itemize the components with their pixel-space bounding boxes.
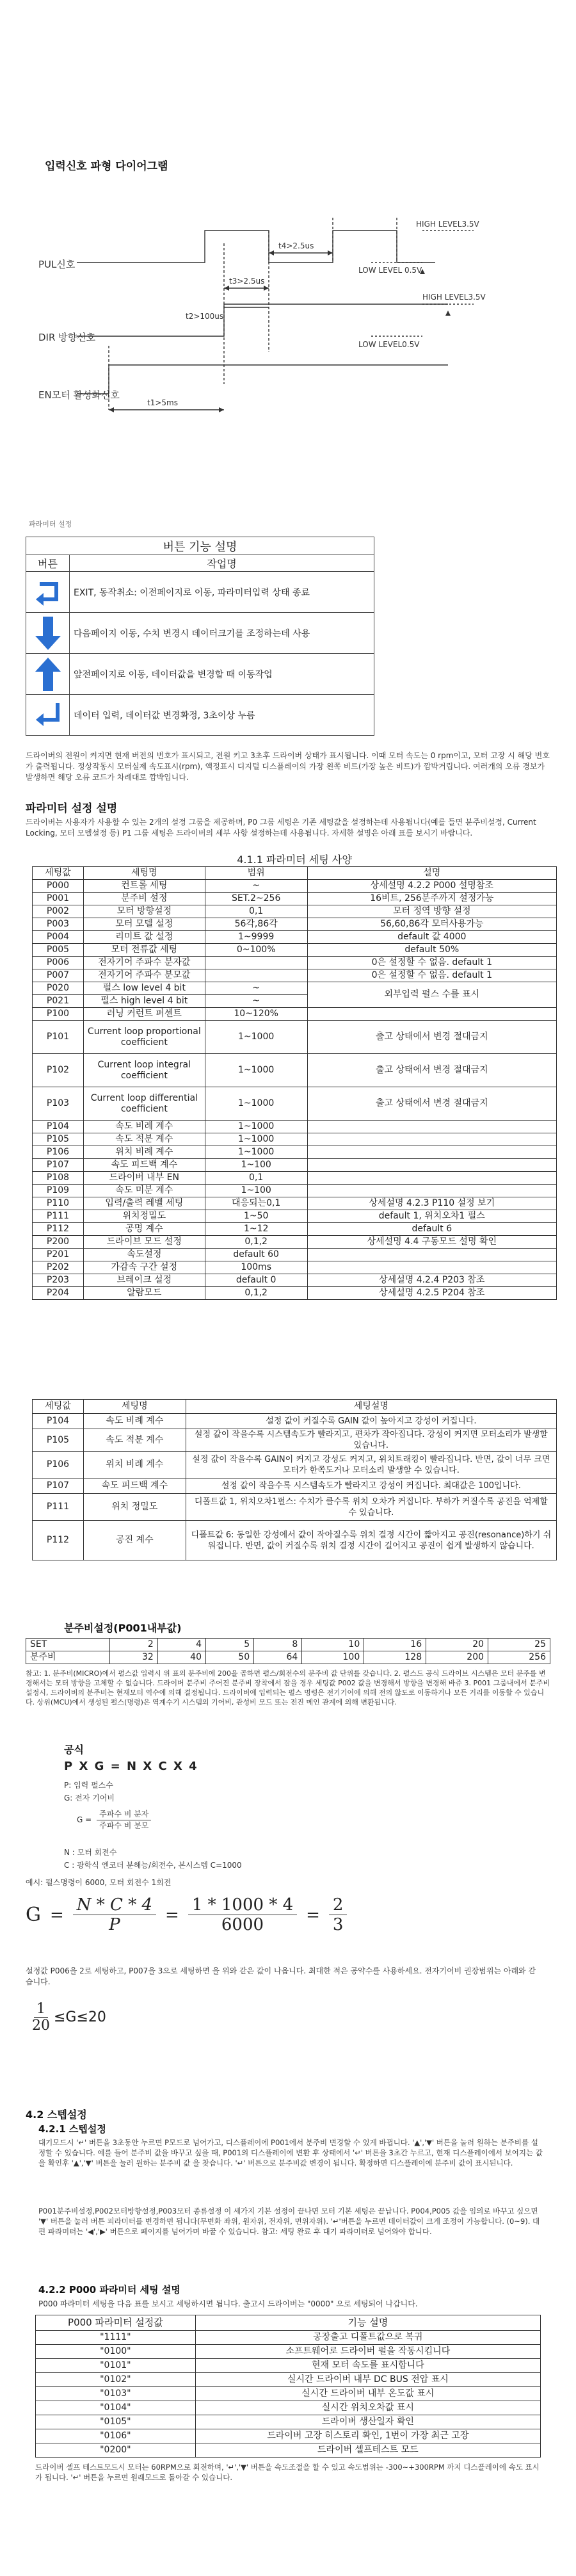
t4-label: t4>2.5us	[278, 241, 314, 250]
param-row	[33, 1121, 557, 1133]
button-col-header: 버튼	[26, 555, 70, 572]
tuning-row	[33, 1414, 557, 1429]
button-section-note: 드라이버의 전원이 켜지면 현재 버전의 번호가 표시되고, 전원 키고 3초후 드라이버 상태가 표시됩니다. 이때 모터 속도는 0 rpm이고, 모터 고장 시 해당 번호가 출력됩니다. 정상작동시 모터실제 속도표시(rpm), 액정표시 디지털 디스플레이의 가장 왼쪽 비트(가장 높은 비트)가 깜박거립니다. 여러개의 오류 경보가 발생하면 해당 오류 코드가 차례대로 깜박입니다.	[26, 751, 550, 782]
div-value: 40	[157, 1651, 205, 1664]
formula-example: 예시: 펄스명령이 6000, 모터 회전수 1회전	[26, 1878, 172, 1887]
param-code: P108	[33, 1172, 84, 1185]
g-denominator: 주파수 비 분모	[99, 1821, 149, 1830]
en-label: EN모터 활성화신호	[38, 389, 120, 401]
param-name: 속도 피드백 계수	[83, 1159, 205, 1172]
formula-label: 공식	[64, 1744, 84, 1756]
set-label: SET	[26, 1639, 110, 1651]
param-row	[33, 1172, 557, 1185]
section421-para1: 대기모드시 '↵' 버튼을 3초동안 누르면 P모드로 넘어가고, 디스플레이에 P001에서 분주비 변경할 수 있게 바뀝니다. '▲','▼' 버튼을 눌러 원하는 분주비를 설정할 수 있습니다. 예를 들어 분주비 값을 바꾸고 싶을 때, P001의 디스플레이에 변환 후 상태에서 '↵' 버튼을 3초간 누르고, 현재 디스플레이에서 보여지는 값을 확인후 '▲','▼' 버튼을 눌러 원하는 분주비 값 을 찾습니다. '↵' 버튼으로 분주비값 변경이 됩니다. 확정하면 디스플레이에 분주비 값이 표시된니다.	[38, 2138, 543, 2167]
t3-label: t3>2.5us	[229, 277, 265, 286]
div-value: 100	[302, 1651, 364, 1664]
microstep-title: 분주비설정(P001내부값)	[64, 1622, 182, 1634]
back-arrow-icon	[33, 578, 63, 607]
div-label: 분주비	[26, 1651, 110, 1664]
param-range: 56각,86각	[205, 918, 307, 931]
param-range: 1~100	[205, 1159, 307, 1172]
high-level-2: HIGH LEVEL3.5V	[422, 293, 486, 302]
action-col-header: 작업명	[70, 555, 374, 572]
microstep-notes: 참고: 1. 분주비(MICRO)에서 펄스값 입력시 위 표의 분주비에 200을 곱하면 펄스/회전수의 분주비 값 단위를 갖습니다. 2. 펄스드 공식 드라이브 시스템은 모터 분주를 변경해서는 모터 방향을 고체할 수 없습니다. 드라이버 분주비 주어진 분주비 장착에서 잠을 경우 세팅값 P002 값을 변경해서 방향을 변경해 바쥬 3. P001 그룹내에서 분주비 설정시, 드라이버의 분주비는 현재모터 역수에 의해 결정됩니다. 드라이버에 입력되는 펄스 명령은 전기기어에 의해 전의 않도로 이동하거나 모든 거리를 이동할 수 있습니다. 상위(MCU)에서 생성된 펄스(명령)은 역계수기 시스템의 기어비, 관성비 모드 또는 전진 메인 관계에 의해 변환됩니다.	[26, 1669, 550, 1706]
tuning-code: P105	[33, 1429, 84, 1452]
param-row	[33, 969, 557, 982]
tuning-code: P107	[33, 1478, 84, 1494]
waveform-diagram	[38, 192, 486, 435]
param-range: 1~12	[205, 1223, 307, 1236]
param-desc	[307, 1185, 556, 1197]
param-row	[33, 957, 557, 969]
param-desc: 출고 상태에서 변경 절대금지	[307, 1021, 556, 1054]
param-name: 모터 전류값 세팅	[83, 944, 205, 957]
param-range: 1~9999	[205, 931, 307, 944]
set-value: 8	[254, 1639, 302, 1651]
param-code: P101	[33, 1021, 84, 1054]
div-value: 50	[206, 1651, 254, 1664]
param-name: 러닝 커런트 퍼센트	[83, 1008, 205, 1021]
p000-row	[36, 2373, 541, 2387]
param-range: ~	[205, 995, 307, 1008]
param-name: 분주비 설정	[83, 893, 205, 905]
param-range: 1~1000	[205, 1146, 307, 1159]
param-desc: 상세설명 4.2.3 P110 설정 보기	[307, 1197, 556, 1210]
p000-value: "0102"	[36, 2373, 196, 2387]
up-arrow-icon	[33, 660, 63, 689]
p000-value: "0105"	[36, 2415, 196, 2429]
p000-desc: 실시간 드라이버 내부 온도값 표시	[195, 2387, 540, 2401]
set-value: 4	[157, 1639, 205, 1651]
tuning-name: 속도 적분 계수	[83, 1429, 186, 1452]
formula-computation	[26, 1895, 347, 1934]
param-code: P204	[33, 1287, 84, 1300]
section421-title: 4.2.1 스텝설정	[38, 2123, 106, 2135]
param-code: P104	[33, 1121, 84, 1133]
param-row	[33, 1274, 557, 1287]
p000-value: "0100"	[36, 2345, 196, 2359]
formula-eq: =	[306, 1905, 320, 1925]
param-range: default 60	[205, 1249, 307, 1261]
p000-value: "0101"	[36, 2359, 196, 2373]
p000-row	[36, 2387, 541, 2401]
param-row	[33, 880, 557, 893]
tuning-name: 위치 정밀도	[83, 1494, 186, 1521]
param-code: P111	[33, 1210, 84, 1223]
param-desc: 상세설명 4.2.5 P204 참조	[307, 1287, 556, 1300]
param-name: 드라이브 모드 설정	[83, 1236, 205, 1249]
param-table-title: 4.1.1 파라미터 세팅 사양	[237, 854, 352, 866]
formula-eq: =	[49, 1905, 64, 1925]
param-name: 가감속 구간 설정	[83, 1261, 205, 1274]
param-range: default 0	[205, 1274, 307, 1287]
param-range	[205, 969, 307, 982]
param-desc: default 6	[307, 1223, 556, 1236]
tuning-row	[33, 1521, 557, 1560]
param-code: P102	[33, 1054, 84, 1087]
button-table-title: 버튼 기능 설명	[26, 537, 374, 555]
param-desc: 외부입력 펄스 수를 표시	[307, 982, 556, 1008]
tuning-name: 속도 비례 계수	[83, 1414, 186, 1429]
g-eq-label: G =	[77, 1815, 92, 1824]
param-name: 알람모드	[83, 1287, 205, 1300]
param-name: 드라이버 내부 EN	[83, 1172, 205, 1185]
p000-value: "0200"	[36, 2443, 196, 2458]
param-desc: 16비트, 256분주까지 설정가능	[307, 893, 556, 905]
tuning-row	[33, 1494, 557, 1521]
param-header: 세팅명	[83, 867, 205, 880]
param-name: 펄스 low level 4 bit	[83, 982, 205, 995]
param-row	[33, 1008, 557, 1021]
p000-desc: 현재 모터 속도를 표시합니다	[195, 2359, 540, 2373]
tuning-desc: 설정 값이 작을수록 시스템속도가 빨라지고, 편차가 작아집니다. 강성이 커지면 모터소리가 발생할 있습니다.	[186, 1429, 556, 1452]
param-header: 설명	[307, 867, 556, 880]
param-range	[205, 957, 307, 969]
param-row	[33, 893, 557, 905]
g-fraction	[77, 1809, 151, 1831]
param-range: 1~1000	[205, 1021, 307, 1054]
param-desc: 출고 상태에서 변경 절대금지	[307, 1087, 556, 1121]
param-header: 세팅값	[33, 867, 84, 880]
param-row	[33, 982, 557, 995]
param-range: 1~1000	[205, 1054, 307, 1087]
p000-value: "0103"	[36, 2387, 196, 2401]
param-name: 위치 비례 계수	[83, 1146, 205, 1159]
tuning-name: 속도 피드백 계수	[83, 1478, 186, 1494]
param-name: 브레이크 설정	[83, 1274, 205, 1287]
param-row	[33, 1159, 557, 1172]
param-setting-intro: 드라이버는 사용자가 사용할 수 있는 2개의 설정 그룹을 제공하며, P0 그룹 세팅은 기존 세팅값을 설정하는데 사용됩니다(예를 들면 분주비설정, Current Locking, 모터 모델설정 등) P1 그룹 세팅은 드라이버의 세부 사항 설정하는데 사용됩니다. 자세한 설명은 아래 표를 보시기 바랍니다.	[26, 818, 536, 838]
param-name: 리미트 값 설정	[83, 931, 205, 944]
p000-desc: 드라이버 고장 히스토리 확인, 1번이 가장 최근 고장	[195, 2429, 540, 2443]
param-name: Current loop integral coefficient	[83, 1054, 205, 1087]
p000-header: P000 파라미터 설정값	[36, 2315, 196, 2331]
param-code: P021	[33, 995, 84, 1008]
param-code: P109	[33, 1185, 84, 1197]
param-range: 0,1	[205, 1172, 307, 1185]
p000-value: "0104"	[36, 2401, 196, 2415]
set-value: 20	[426, 1639, 488, 1651]
formula-den3: 3	[332, 1915, 344, 1934]
param-code: P020	[33, 982, 84, 995]
param-desc	[307, 1146, 556, 1159]
tuning-row	[33, 1452, 557, 1478]
button-function-table	[26, 537, 374, 736]
param-row	[33, 1249, 557, 1261]
param-code: P112	[33, 1223, 84, 1236]
param-row	[33, 1146, 557, 1159]
formula-g: G	[26, 1904, 41, 1926]
param-row	[33, 905, 557, 918]
formula-den2: 6000	[221, 1915, 264, 1934]
button-row-text: 다음페이지 이동, 수치 변경시 데이터크기를 조정하는데 사용	[70, 613, 374, 654]
c-definition: C : 광학식 엔코더 분해능/회전수, 본시스템 C=1000	[64, 1861, 242, 1870]
div-value: 64	[254, 1651, 302, 1664]
set-value: 2	[109, 1639, 157, 1651]
param-code: P000	[33, 880, 84, 893]
param-desc: 0은 설정할 수 없음. default 1	[307, 957, 556, 969]
param-code: P002	[33, 905, 84, 918]
param-row	[33, 944, 557, 957]
param-range: ~	[205, 982, 307, 995]
tuning-code: P112	[33, 1521, 84, 1560]
param-row	[33, 1287, 557, 1300]
param-name: 전자기어 주파수 분자값	[83, 957, 205, 969]
down-arrow-icon	[33, 619, 63, 648]
param-header: 범위	[205, 867, 307, 880]
tuning-desc: 설정 값이 작을수록 시스템속도가 빨라지고 강성이 커집니다. 최대값은 100입니다.	[186, 1478, 556, 1494]
param-range: 10~120%	[205, 1008, 307, 1021]
p000-row	[36, 2415, 541, 2429]
param-desc: 56,60,86각 모터사용가능	[307, 918, 556, 931]
button-row-text: 데이터 입력, 데이터값 변경확정, 3초이상 누름	[70, 695, 374, 736]
div-value: 200	[426, 1651, 488, 1664]
param-desc: 상세설명 4.2.4 P203 참조	[307, 1274, 556, 1287]
p-definition: P: 입력 펄스수	[64, 1781, 113, 1790]
tuning-header: 세팅설명	[186, 1400, 556, 1414]
tuning-header: 세팅명	[83, 1400, 186, 1414]
p000-row	[36, 2443, 541, 2458]
param-desc	[307, 1159, 556, 1172]
param-range: 0,1	[205, 905, 307, 918]
param-desc: default 값 4000	[307, 931, 556, 944]
section422-intro: P000 파라미터 세팅을 다음 표를 보시고 세팅하시면 됩니다. 출고시 드라이버는 "0000" 으로 세팅되어 나갑니다.	[38, 2299, 418, 2308]
param-desc: default 1, 위치오차1 펄스	[307, 1210, 556, 1223]
dir-label: DIR 방향신호	[38, 332, 96, 343]
param-name: 모터 모델 설정	[83, 918, 205, 931]
gear-range	[32, 2001, 106, 2034]
param-row	[33, 1210, 557, 1223]
param-name: 속도 비례 계수	[83, 1121, 205, 1133]
section421-para2: P001분주비설정,P002모터방향설정,P003모터 종류설정 이 세가지 기본 설정이 끝나면 모터 기본 세팅은 끝납니다. P004,P005 값을 임의로 바꾸고 싶으면 '▼' 버튼을 눌러 버튼 피라미터를 변경하면 됩니다(무변화 좌위, 원자위, 전자위, 면위자위). '↵'버튼을 누르면 데이터값이 크게 조정이 가능합니다. (0~9). 대편 파라미터는 '◀','▶' 버튼으로 페이지를 넘어가며 바꿀 수 있습니다. 참고: 세팅 완료 후 대기 파라미터로 넘어와야 합니다.	[38, 2207, 540, 2236]
param-desc	[307, 1172, 556, 1185]
range-suffix: ≤G≤20	[54, 2009, 106, 2025]
param-name: 속도설정	[83, 1249, 205, 1261]
range-den: 20	[32, 2018, 50, 2034]
param-desc: 모터 정역 방향 설정	[307, 905, 556, 918]
param-name: 모터 방향설정	[83, 905, 205, 918]
param-setting-title: 파라미터 설정 설명	[26, 802, 118, 815]
param-code: P007	[33, 969, 84, 982]
param-row	[33, 1054, 557, 1087]
param-range: 1~1000	[205, 1133, 307, 1146]
param-code: P105	[33, 1133, 84, 1146]
param-row	[33, 931, 557, 944]
p000-desc: 실시간 드라이버 내부 DC BUS 전압 표시	[195, 2373, 540, 2387]
param-desc	[307, 1249, 556, 1261]
set-value: 16	[364, 1639, 426, 1651]
param-desc: 0은 설정할 수 없음. default 1	[307, 969, 556, 982]
tuning-desc: 디폴트값 6: 동일한 강성에서 값이 작아질수록 위치 결정 시간이 짧아지고 공진(resonance)하기 쉬워집니다. 반면, 값이 커질수록 위치 결정 시간이 길어지고 공진이 쉽게 발생하지 않습니다.	[186, 1521, 556, 1560]
p000-row	[36, 2401, 541, 2415]
param-name: 속도 적분 계수	[83, 1133, 205, 1146]
param-code: P005	[33, 944, 84, 957]
param-desc	[307, 1261, 556, 1274]
param-range: 0,1,2	[205, 1236, 307, 1249]
param-name: 속도 미분 계수	[83, 1185, 205, 1197]
g-numerator: 주파수 비 분자	[97, 1809, 151, 1820]
tuning-name: 위치 비례 계수	[83, 1452, 186, 1478]
param-code: P110	[33, 1197, 84, 1210]
param-row	[33, 1087, 557, 1121]
p000-row	[36, 2429, 541, 2443]
param-desc: default 50%	[307, 944, 556, 957]
p000-row	[36, 2345, 541, 2359]
section422-title: 4.2.2 P000 파라미터 세팅 설명	[38, 2284, 180, 2296]
p000-desc: 드라이버 셀프테스트 모드	[195, 2443, 540, 2458]
tuning-desc: 설정 값이 작을수록 GAIN이 커지고 강성도 커지고, 위치트래킹이 빨라집니다. 반면, 값이 너무 크면 모터가 한쪽도거나 모터소리 발생할 수 있습니다.	[186, 1452, 556, 1478]
param-code: P004	[33, 931, 84, 944]
tuning-header: 세팅값	[33, 1400, 84, 1414]
param-range: 1~50	[205, 1210, 307, 1223]
set-value: 10	[302, 1639, 364, 1651]
param-row	[33, 918, 557, 931]
p000-desc: 드라이버 생산일자 확인	[195, 2415, 540, 2429]
param-row	[33, 1236, 557, 1249]
param-spec-table	[32, 866, 557, 1300]
param-desc: 출고 상태에서 변경 절대금지	[307, 1054, 556, 1087]
t2-label: t2>100us	[186, 312, 224, 321]
low-level-2: LOW LEVEL0.5V	[358, 340, 420, 349]
button-row-text: 앞전페이지로 이동, 데이터값을 변경할 때 이동작업	[70, 654, 374, 695]
param-code: P001	[33, 893, 84, 905]
param-code: P202	[33, 1261, 84, 1274]
formula-result-note: 설정값 P006을 2로 세팅하고, P007을 3으로 세팅하면 을 위와 같은 값이 나옵니다. 최대한 적은 공약수를 사용하세요. 전자기어비 권장범위는 아래와 같습니다.	[26, 1966, 536, 1986]
formula-num1: N * C * 4	[73, 1895, 156, 1915]
param-name: 위치정밀도	[83, 1210, 205, 1223]
p000-desc: 실시간 위치오차값 표시	[195, 2401, 540, 2415]
tuning-code: P104	[33, 1414, 84, 1429]
tuning-name: 공진 계수	[83, 1521, 186, 1560]
param-name: 입력/출력 레벨 세팅	[83, 1197, 205, 1210]
p000-value: "0106"	[36, 2429, 196, 2443]
param-code: P106	[33, 1146, 84, 1159]
low-level-1: LOW LEVEL 0.5V	[358, 266, 422, 275]
param-range: 0,1,2	[205, 1287, 307, 1300]
param-name: Current loop differential coefficient	[83, 1087, 205, 1121]
p000-desc: 공장출고 디폴트값으로 복귀	[195, 2331, 540, 2345]
waveform-title: 입력신호 파형 다이어그램	[45, 160, 168, 173]
param-code: P006	[33, 957, 84, 969]
param-row	[33, 1223, 557, 1236]
high-level-1: HIGH LEVEL3.5V	[416, 220, 479, 229]
param-code: P201	[33, 1249, 84, 1261]
n-definition: N : 모터 회전수	[64, 1848, 117, 1857]
param-range: ~	[205, 880, 307, 893]
tuning-code: P111	[33, 1494, 84, 1521]
param-desc	[307, 1008, 556, 1021]
param-name: 전자기어 주파수 분모값	[83, 969, 205, 982]
param-desc	[307, 1121, 556, 1133]
tuning-table	[32, 1399, 557, 1560]
param-range: 대응되는0,1	[205, 1197, 307, 1210]
set-value: 25	[488, 1639, 550, 1651]
div-value: 32	[109, 1651, 157, 1664]
param-range: 1~1000	[205, 1087, 307, 1121]
p000-table	[35, 2315, 541, 2458]
p000-row	[36, 2331, 541, 2345]
button-row-text: EXIT, 동작취소: 이전페이지로 이동, 파라미터입력 상태 종료	[70, 572, 374, 613]
div-value: 128	[364, 1651, 426, 1664]
param-code: P203	[33, 1274, 84, 1287]
p000-desc: 소프트웨어로 드라이버 펄을 작동시킵니다	[195, 2345, 540, 2359]
enter-arrow-icon	[33, 701, 63, 730]
tuning-row	[33, 1478, 557, 1494]
tuning-desc: 설정 값이 커질수록 GAIN 값이 높아지고 강성이 커집니다.	[186, 1414, 556, 1429]
param-range: 1~100	[205, 1185, 307, 1197]
param-range: 100ms	[205, 1261, 307, 1274]
tuning-row	[33, 1429, 557, 1452]
param-range: SET.2~256	[205, 893, 307, 905]
param-range: 0~100%	[205, 944, 307, 957]
param-name: 공명 계수	[83, 1223, 205, 1236]
param-range: 1~1000	[205, 1121, 307, 1133]
param-desc: 상세설명 4.2.2 P000 설명참조	[307, 880, 556, 893]
param-code: P100	[33, 1008, 84, 1021]
param-name: 펄스 high level 4 bit	[83, 995, 205, 1008]
param-desc	[307, 1133, 556, 1146]
param-row	[33, 1261, 557, 1274]
param-name: Current loop proportional coefficient	[83, 1021, 205, 1054]
g-definition: G: 전자 기어비	[64, 1794, 115, 1802]
param-desc: 상세설명 4.4 구동모드 설명 확인	[307, 1236, 556, 1249]
section42-title: 4.2 스텝설정	[26, 2109, 87, 2121]
tuning-desc: 디폴트값 1, 위치오차1펄스: 수치가 클수록 위치 오차가 커집니다. 부하가 커질수록 공진을 억제할 수 있습니다.	[186, 1494, 556, 1521]
param-code: P103	[33, 1087, 84, 1121]
param-row	[33, 1185, 557, 1197]
param-name: 컨트롤 세팅	[83, 880, 205, 893]
formula-den1: P	[109, 1915, 120, 1934]
formula-num3: 2	[329, 1895, 348, 1915]
formula-num2: 1 * 1000 * 4	[188, 1895, 297, 1915]
section422-footer: 드라이버 셀프 테스트모드시 모터는 60RPM으로 회전하며, '↵','▼' 버튼을 속도조절을 할 수 있고 속도범위는 -300~+300RPM 까지 디스플레이에 속도 표시가 됩니다. '↵' 버튼을 누르면 원래모드로 돌아갈 수 있습니다.	[35, 2463, 540, 2482]
param-caption: 파라미터 설정	[29, 520, 72, 528]
param-row	[33, 1133, 557, 1146]
formula-eq: =	[165, 1905, 179, 1925]
param-code: P107	[33, 1159, 84, 1172]
param-code: P003	[33, 918, 84, 931]
p000-header: 기능 설명	[195, 2315, 540, 2331]
param-code: P200	[33, 1236, 84, 1249]
set-value: 5	[206, 1639, 254, 1651]
pul-label: PUL신호	[38, 259, 76, 270]
param-row	[33, 1197, 557, 1210]
t1-label: t1>5ms	[147, 398, 178, 407]
p000-value: "1111"	[36, 2331, 196, 2345]
microstep-table	[26, 1638, 550, 1664]
p000-row	[36, 2359, 541, 2373]
tuning-code: P106	[33, 1452, 84, 1478]
param-row	[33, 1021, 557, 1054]
div-value: 256	[488, 1651, 550, 1664]
formula-main: P X G = N X C X 4	[64, 1760, 198, 1773]
range-num: 1	[34, 2001, 48, 2018]
